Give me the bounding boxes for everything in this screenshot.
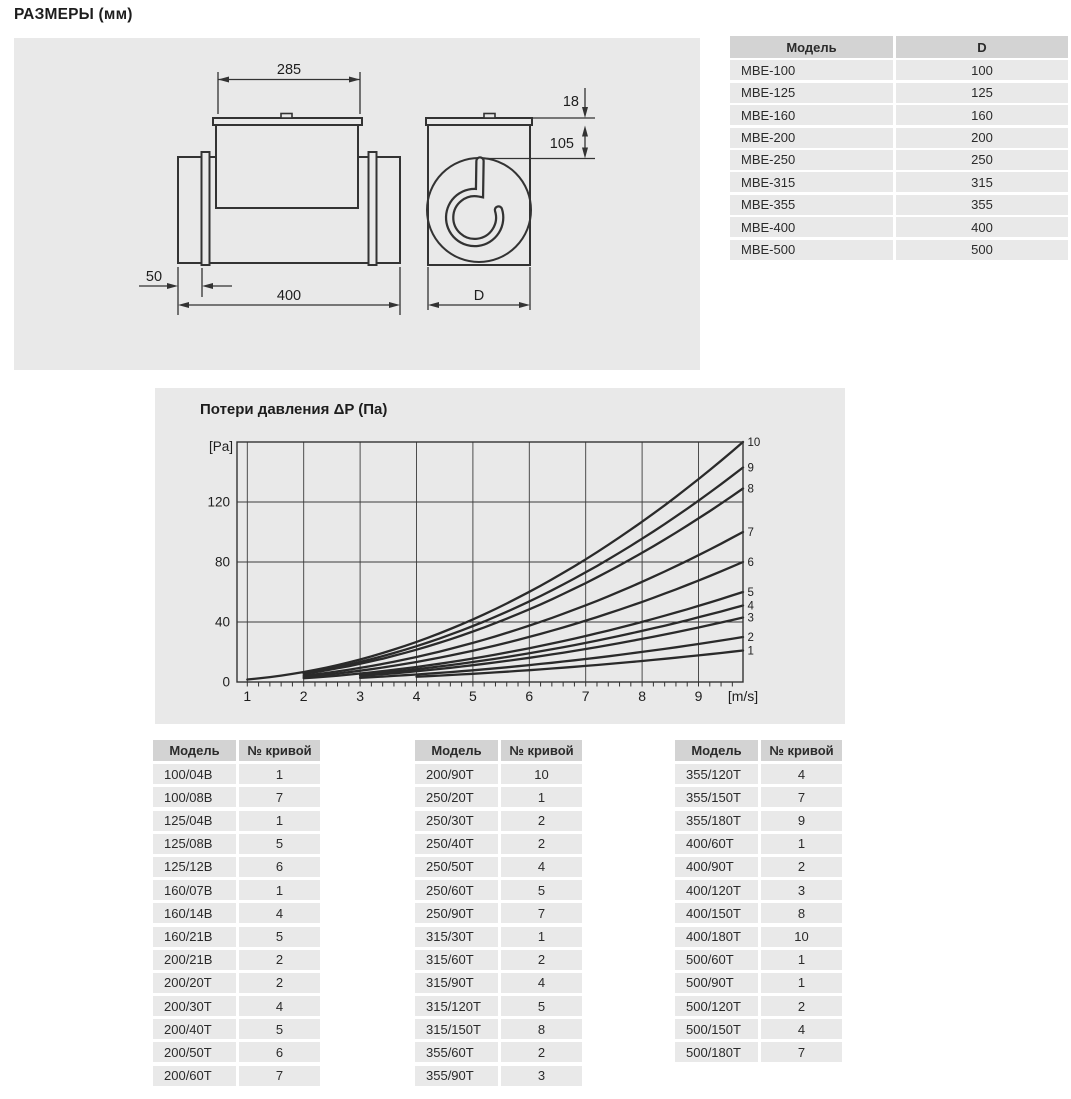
table-cell: 1 (239, 811, 320, 831)
y-axis-tick-label: 120 (207, 494, 230, 510)
table-cell: 160/07В (153, 880, 236, 900)
table-cell: 200/20Т (153, 973, 236, 993)
table-cell: 1 (501, 787, 582, 807)
curve-label-10: 10 (747, 437, 761, 449)
table-row (675, 834, 842, 854)
curve-table-1 (153, 740, 320, 1089)
table-cell: МВЕ-125 (730, 83, 893, 103)
table-cell: 4 (501, 973, 582, 993)
x-axis-unit-label: [m/s] (727, 688, 759, 704)
table-row (730, 150, 1068, 170)
table-header-row (730, 36, 1068, 58)
table-row (153, 903, 320, 923)
table-cell: 100/08В (153, 787, 236, 807)
table-cell: 160/14В (153, 903, 236, 923)
column-header: D (896, 36, 1068, 58)
y-axis-unit-label: [Pa] (208, 439, 233, 454)
table-cell: 5 (501, 880, 582, 900)
table-row (675, 1019, 842, 1039)
dim-label-50: 50 (145, 269, 163, 285)
table-cell: 200/21В (153, 950, 236, 970)
table-cell: 125 (896, 83, 1068, 103)
table-cell: 7 (501, 903, 582, 923)
table-cell: МВЕ-100 (730, 60, 893, 80)
table-cell: 4 (761, 764, 842, 784)
table-cell: 2 (501, 950, 582, 970)
table-row (153, 880, 320, 900)
table-cell: 5 (239, 834, 320, 854)
table-cell: 500/120Т (675, 996, 758, 1016)
table-cell: 315/120Т (415, 996, 498, 1016)
x-axis-tick-label: 3 (356, 688, 364, 704)
y-axis-tick-label: 40 (214, 614, 230, 630)
table-cell: 500/60Т (675, 950, 758, 970)
table-cell: 200 (896, 128, 1068, 148)
table-row (415, 811, 582, 831)
table-cell: 10 (761, 927, 842, 947)
table-row (730, 172, 1068, 192)
table-cell: 200/60Т (153, 1066, 236, 1086)
dim-label-400: 400 (276, 288, 302, 304)
table-cell: 125/04В (153, 811, 236, 831)
table-cell: 250/30Т (415, 811, 498, 831)
table-row (675, 811, 842, 831)
column-header: Модель (675, 740, 758, 761)
table-cell: 4 (239, 996, 320, 1016)
pressure-chart-panel (155, 388, 845, 724)
table-cell: 500/180Т (675, 1042, 758, 1062)
curve-label-4: 4 (747, 600, 754, 613)
table-row (675, 903, 842, 923)
table-row (153, 764, 320, 784)
curve-table-2 (415, 740, 582, 1089)
table-row (415, 903, 582, 923)
table-row (153, 1066, 320, 1086)
table-cell: 400 (896, 217, 1068, 237)
table-cell: 10 (501, 764, 582, 784)
table-row (153, 787, 320, 807)
flange-right (369, 152, 377, 265)
curve-label-5: 5 (747, 587, 754, 599)
cover-tab-side (281, 114, 292, 119)
table-cell: 500/90Т (675, 973, 758, 993)
table-row (415, 950, 582, 970)
table-row (730, 195, 1068, 215)
table-cell: 7 (761, 787, 842, 807)
table-cell: 250/20Т (415, 787, 498, 807)
flange-left (202, 152, 210, 265)
table-row (153, 996, 320, 1016)
table-row (415, 1042, 582, 1062)
table-cell: 4 (239, 903, 320, 923)
table-cell: 200/50Т (153, 1042, 236, 1062)
table-cell: 500/150Т (675, 1019, 758, 1039)
table-row (153, 811, 320, 831)
table-cell: 400/150Т (675, 903, 758, 923)
x-axis-tick-label: 7 (581, 688, 590, 704)
curve-label-9: 9 (747, 462, 754, 475)
table-cell: 7 (239, 787, 320, 807)
table-row (415, 787, 582, 807)
table-row (730, 240, 1068, 260)
table-cell: 315/30Т (415, 927, 498, 947)
table-row (675, 880, 842, 900)
table-row (415, 973, 582, 993)
table-cell: 315/150Т (415, 1019, 498, 1039)
curve-table-3 (675, 740, 842, 1066)
pressure-curve-4 (360, 606, 743, 675)
table-row (415, 927, 582, 947)
table-cell: 315 (896, 172, 1068, 192)
x-axis-tick-label: 5 (469, 688, 477, 704)
table-row (153, 950, 320, 970)
table-row (153, 857, 320, 877)
curve-label-2: 2 (747, 632, 754, 644)
table-cell: 160 (896, 105, 1068, 125)
table-cell: 7 (761, 1042, 842, 1062)
table-row (675, 973, 842, 993)
table-row (730, 60, 1068, 80)
table-row (730, 105, 1068, 125)
table-cell: 6 (239, 1042, 320, 1062)
pressure-curve-10 (247, 442, 743, 680)
page-title: РАЗМЕРЫ (мм) (14, 6, 133, 23)
table-cell: 200/40Т (153, 1019, 236, 1039)
table-header-row (675, 740, 842, 761)
table-cell: 2 (239, 973, 320, 993)
table-cell: 8 (761, 903, 842, 923)
table-cell: 250/50Т (415, 857, 498, 877)
table-row (153, 973, 320, 993)
table-cell: 3 (501, 1066, 582, 1086)
table-cell: 9 (761, 811, 842, 831)
x-axis-tick-label: 1 (243, 688, 252, 704)
table-cell: МВЕ-500 (730, 240, 893, 260)
table-row (675, 787, 842, 807)
dim-label-105: 105 (549, 136, 574, 152)
table-row (675, 927, 842, 947)
dim-label-18: 18 (562, 94, 579, 110)
table-header-row (415, 740, 582, 761)
table-cell: 2 (761, 857, 842, 877)
table-cell: 100/04В (153, 764, 236, 784)
table-row (730, 128, 1068, 148)
y-axis-tick-label: 80 (214, 554, 230, 570)
table-cell: 400/90Т (675, 857, 758, 877)
dim-label-D: D (473, 288, 485, 304)
table-cell: 355/60Т (415, 1042, 498, 1062)
table-cell: 3 (761, 880, 842, 900)
table-row (153, 1019, 320, 1039)
column-header: № кривой (239, 740, 320, 761)
table-cell: 1 (501, 927, 582, 947)
table-cell: 250/60Т (415, 880, 498, 900)
y-axis-tick-label: 0 (222, 674, 230, 690)
cover-plate-front (426, 118, 532, 125)
dimensions-drawing (14, 38, 700, 370)
table-cell: 250 (896, 150, 1068, 170)
table-cell: 355/180Т (675, 811, 758, 831)
pressure-curve-9 (304, 468, 743, 674)
table-cell: 400/120Т (675, 880, 758, 900)
x-axis-tick-label: 2 (299, 688, 308, 704)
table-row (675, 1042, 842, 1062)
x-axis-tick-label: 4 (412, 688, 421, 704)
column-header: № кривой (761, 740, 842, 761)
pressure-chart (155, 388, 845, 724)
column-header: Модель (415, 740, 498, 761)
table-cell: 200/30Т (153, 996, 236, 1016)
chart-title: Потери давления ΔP (Па) (200, 401, 388, 418)
table-cell: 355 (896, 195, 1068, 215)
table-cell: МВЕ-160 (730, 105, 893, 125)
table-row (153, 927, 320, 947)
table-row (415, 996, 582, 1016)
dim-label-285: 285 (276, 62, 302, 78)
table-cell: 250/90Т (415, 903, 498, 923)
table-cell: 500 (896, 240, 1068, 260)
curve-label-7: 7 (747, 527, 754, 539)
table-cell: 4 (761, 1019, 842, 1039)
table-cell: 125/12В (153, 857, 236, 877)
table-cell: 1 (761, 973, 842, 993)
x-axis-tick-label: 6 (525, 688, 534, 704)
table-cell: 250/40Т (415, 834, 498, 854)
table-row (730, 83, 1068, 103)
table-cell: МВЕ-400 (730, 217, 893, 237)
table-row (675, 857, 842, 877)
table-cell: 355/90Т (415, 1066, 498, 1086)
table-cell: 1 (239, 880, 320, 900)
table-cell: 5 (239, 1019, 320, 1039)
table-cell: 100 (896, 60, 1068, 80)
curve-label-8: 8 (747, 483, 754, 496)
table-row (730, 217, 1068, 237)
table-cell: 315/60Т (415, 950, 498, 970)
cover-plate-side (213, 118, 362, 125)
table-cell: 8 (501, 1019, 582, 1039)
table-row (153, 834, 320, 854)
table-cell: 1 (761, 950, 842, 970)
table-cell: 5 (501, 996, 582, 1016)
table-cell: 200/90Т (415, 764, 498, 784)
table-cell: МВЕ-315 (730, 172, 893, 192)
table-cell: 2 (501, 834, 582, 854)
table-cell: 7 (239, 1066, 320, 1086)
table-cell: 125/08В (153, 834, 236, 854)
table-cell: 1 (761, 834, 842, 854)
table-cell: 2 (239, 950, 320, 970)
table-row (675, 950, 842, 970)
table-cell: МВЕ-200 (730, 128, 893, 148)
table-cell: 4 (501, 857, 582, 877)
curve-label-3: 3 (747, 612, 754, 625)
table-cell: 355/150Т (675, 787, 758, 807)
table-row (415, 834, 582, 854)
table-cell: МВЕ-355 (730, 195, 893, 215)
table-cell: 1 (239, 764, 320, 784)
table-cell: МВЕ-250 (730, 150, 893, 170)
table-header-row (153, 740, 320, 761)
terminal-box-side (216, 125, 358, 208)
cover-tab-front (484, 114, 495, 119)
table-cell: 160/21В (153, 927, 236, 947)
x-axis-tick-label: 9 (694, 688, 703, 704)
dimensions-drawing-panel (14, 38, 700, 370)
column-header: № кривой (501, 740, 582, 761)
table-row (153, 1042, 320, 1062)
table-row (415, 1066, 582, 1086)
column-header: Модель (153, 740, 236, 761)
size-table (730, 36, 1068, 262)
table-cell: 5 (239, 927, 320, 947)
table-row (415, 1019, 582, 1039)
table-cell: 6 (239, 857, 320, 877)
table-cell: 2 (761, 996, 842, 1016)
curve-label-6: 6 (747, 557, 754, 569)
table-row (415, 764, 582, 784)
curve-label-1: 1 (747, 645, 754, 658)
table-cell: 400/60Т (675, 834, 758, 854)
column-header: Модель (730, 36, 893, 58)
table-cell: 400/180Т (675, 927, 758, 947)
x-axis-tick-label: 8 (638, 688, 646, 704)
table-cell: 2 (501, 811, 582, 831)
table-row (415, 857, 582, 877)
table-row (415, 880, 582, 900)
table-cell: 2 (501, 1042, 582, 1062)
table-row (675, 764, 842, 784)
table-cell: 355/120Т (675, 764, 758, 784)
table-row (675, 996, 842, 1016)
table-cell: 315/90Т (415, 973, 498, 993)
